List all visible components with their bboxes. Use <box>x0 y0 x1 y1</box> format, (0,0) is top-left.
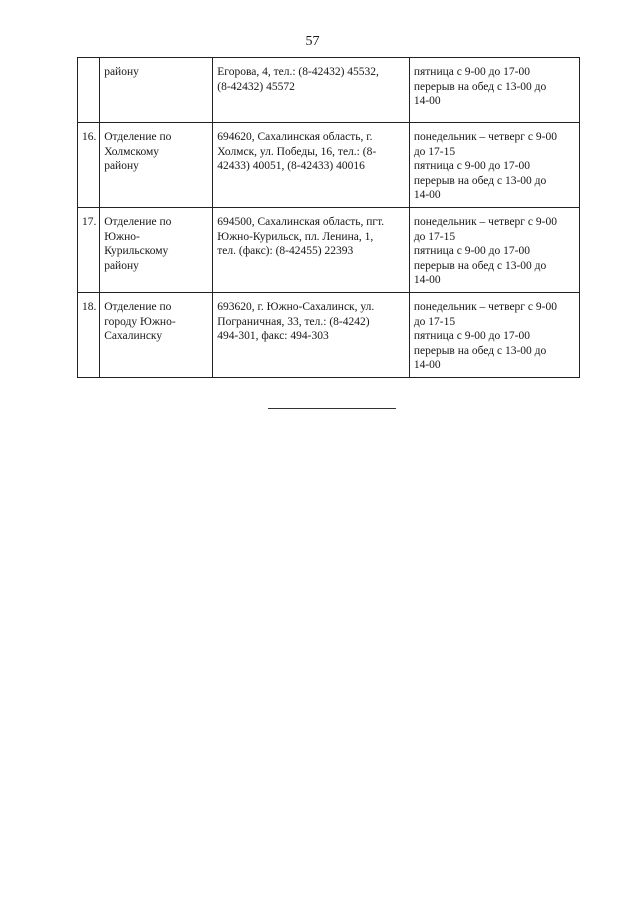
row-number: 18. <box>78 292 100 377</box>
office-address: Егорова, 4, тел.: (8-42432) 45532, (8-42432) 45572 <box>213 58 410 123</box>
table-row <box>78 58 580 123</box>
office-address: 694620, Сахалинская область, г. Холмск, ул. Победы, 16, тел.: (8- 42433) 40051, (8-42433) 40016 <box>213 123 410 208</box>
row-number: 17. <box>78 207 100 292</box>
table-row <box>78 207 580 292</box>
office-hours: понедельник – четверг с 9-00 до 17-15 пятница с 9-00 до 17-00 перерыв на обед с 13-00 до 14-00 <box>409 292 579 377</box>
table-row <box>78 292 580 377</box>
office-name: Отделение по городу Южно- Сахалинску <box>100 292 213 377</box>
office-name: Отделение по Холмскому району <box>100 123 213 208</box>
table-row <box>78 123 580 208</box>
page-number: 57 <box>305 34 320 49</box>
office-hours: понедельник – четверг с 9-00 до 17-15 пятница с 9-00 до 17-00 перерыв на обед с 13-00 до 14-00 <box>409 123 579 208</box>
office-address: 694500, Сахалинская область, пгт. Южно-Курильск, пл. Ленина, 1, тел. (факс): (8-42455) 22393 <box>213 207 410 292</box>
end-divider-line <box>268 408 396 409</box>
row-number: 16. <box>78 123 100 208</box>
offices-table <box>77 57 580 378</box>
office-name: району <box>100 58 213 123</box>
office-hours: понедельник – четверг с 9-00 до 17-15 пятница с 9-00 до 17-00 перерыв на обед с 13-00 до 14-00 <box>409 207 579 292</box>
row-number <box>78 58 100 123</box>
office-name: Отделение по Южно- Курильскому району <box>100 207 213 292</box>
office-address: 693620, г. Южно-Сахалинск, ул. Пограничная, 33, тел.: (8-4242) 494-301, факс: 494-303 <box>213 292 410 377</box>
office-hours: пятница с 9-00 до 17-00 перерыв на обед с 13-00 до 14-00 <box>409 58 579 123</box>
